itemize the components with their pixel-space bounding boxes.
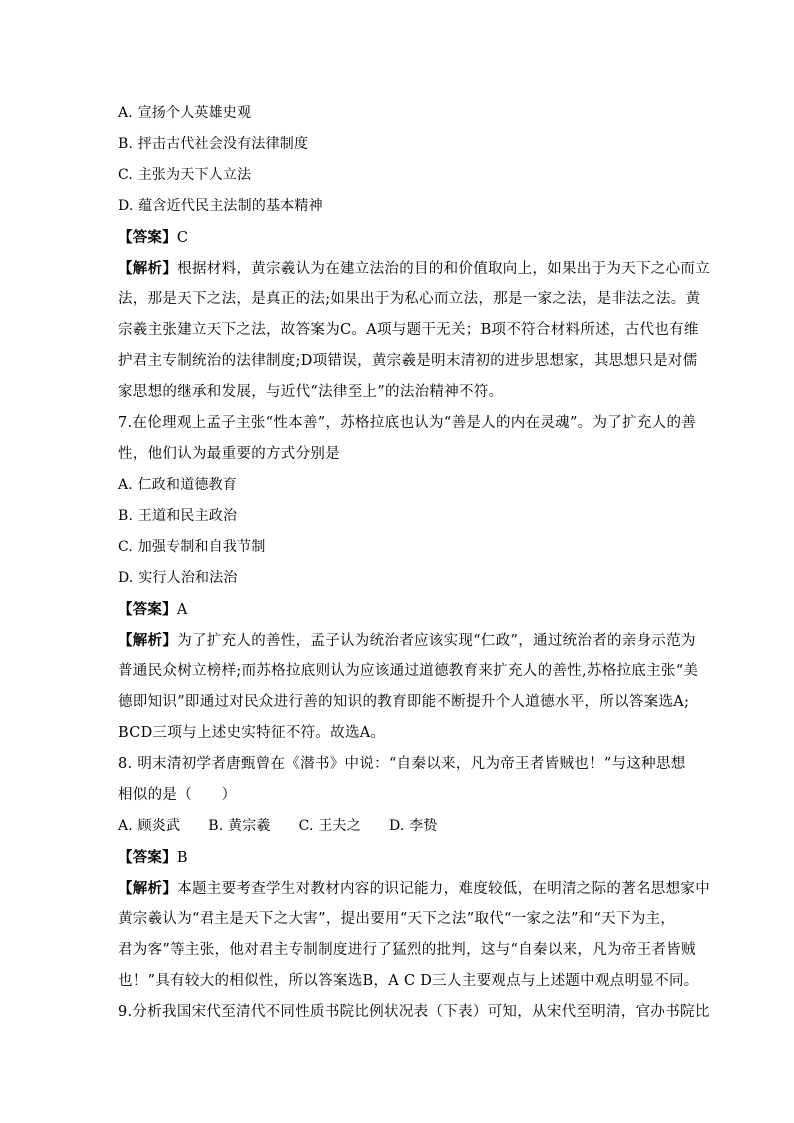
q8-answer [118,842,680,873]
analysis-label: 【解析】 [118,260,178,277]
analysis-line: 护君主专制统治的法律制度;D项错误，黄宗羲是明末清初的进步思想家，其思想只是对儒 [118,353,698,369]
analysis-line: 黄宗羲认为“君主是天下之大害”，提出要用“天下之法”取代“一家之法”和“天下为主， [118,911,676,927]
q8-options [118,811,680,842]
q6-answer [118,222,680,253]
q7-stem [118,408,697,470]
analysis-line: 家思想的继承和发展，与近代“法律至上”的法治精神不符。 [118,384,504,400]
q7-answer [118,594,680,625]
q8-option-b: B. 黄宗羲 [208,818,271,834]
analysis-line: 【解析】本题主要考查学生对教材内容的识记能力，难度较低，在明清之际的著名思想家中 [118,880,710,897]
q8-option-d: D. 李贽 [388,818,438,834]
q7-option-c: C. 加强专制和自我节制 [118,539,266,555]
q8-stem [118,749,686,811]
q6-option-c: C. 主张为天下人立法 [118,167,252,183]
q7-analysis [118,625,699,749]
q6-analysis [118,253,710,408]
q8-analysis [118,873,710,997]
q7-option-b: B. 王道和民主政治 [118,508,238,524]
answer-label: 【答案】 [118,229,177,246]
answer-value: C [176,230,189,246]
answer-label: 【答案】 [118,849,177,866]
analysis-line: 【解析】为了扩充人的善性，孟子认为统治者应该实现“仁政”，通过统治者的亲身示范为 [118,632,696,649]
q7-option-a: A. 仁政和道德教育 [118,477,238,493]
analysis-line: 普通民众树立榜样;而苏格拉底则认为应该通过道德教育来扩充人的善性,苏格拉底主张“美 [118,663,699,679]
q6-option-a: A. 宣扬个人英雄史观 [118,105,252,121]
document-page [118,98,710,1028]
q8-option-a: A. 顾炎武 [118,818,181,834]
q7-option-d: D. 实行人治和法治 [118,570,238,586]
analysis-line: 宗羲主张建立天下之法，故答案为C。A项与题干无关；B项不符合材料所述，古代也有维 [118,322,699,338]
stem-line: 9.分析我国宋代至清代不同性质书院比例状况表（下表）可知，从宋代至明清，官办书院比 [118,1004,710,1020]
analysis-line: 法，那是天下之法，是真正的法;如果出于为私心而立法，那是一家之法，是非法之法。黄 [118,291,701,307]
q6-option-d: D. 蕴含近代民主法制的基本精神 [118,198,323,214]
stem-line: 8. 明末清初学者唐甄曾在《潜书》中说：“自秦以来，凡为帝王者皆贼也！”与这种思想 [118,756,686,772]
q8-option-c: C. 王夫之 [298,818,361,834]
analysis-line: BCD三项与上述史实特征不符。故选A。 [118,725,386,741]
answer-value: A [176,602,188,618]
stem-line: 7.在伦理观上孟子主张“性本善”，苏格拉底也认为“善是人的内在灵魂”。为了扩充人的善 [118,415,697,431]
analysis-line: 德即知识”即通过对民众进行善的知识的教育即能不断提升个人道德水平，所以答案选A; [118,694,690,710]
analysis-line: 也！”具有较大的相似性，所以答案选B，A C D三人主要观点与上述题中观点明显不同。 [118,973,699,989]
q6-option-b: B. 抨击古代社会没有法律制度 [118,136,309,152]
stem-line: 相似的是（ ） [118,787,237,803]
analysis-line: 君为客”等主张，他对君主专制制度进行了猛烈的批判，这与“自秦以来，凡为帝王者皆贼 [118,942,696,958]
answer-label: 【答案】 [118,601,177,618]
stem-line: 性，他们认为最重要的方式分别是 [118,446,340,462]
analysis-label: 【解析】 [118,632,178,649]
q9-stem [118,997,710,1028]
analysis-label: 【解析】 [118,880,178,897]
analysis-line: 【解析】根据材料，黄宗羲认为在建立法治的目的和价值取向上，如果出于为天下之心而立 [118,260,710,277]
answer-value: B [176,850,188,866]
